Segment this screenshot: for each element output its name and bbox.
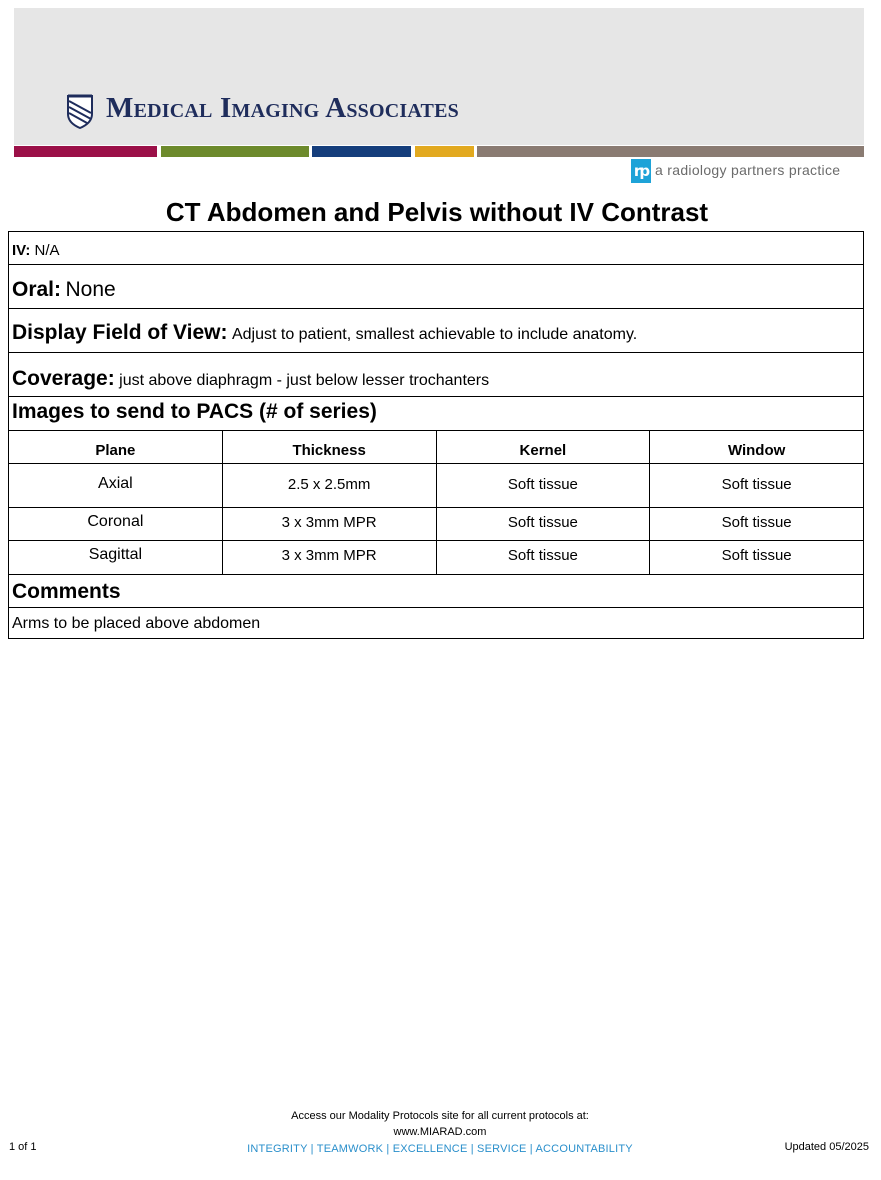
coverage-label: Coverage: xyxy=(12,367,115,390)
stripe-maroon xyxy=(14,146,157,157)
plane-cell: Sagittal xyxy=(9,541,223,574)
thickness-cell: 3 x 3mm MPR xyxy=(223,541,437,574)
document-title: CT Abdomen and Pelvis without IV Contrast xyxy=(165,197,709,227)
oral-row xyxy=(9,265,863,309)
footer-url-link[interactable]: www.MIARAD.com xyxy=(393,1126,487,1138)
radiology-partners-logo-icon: rp xyxy=(631,159,651,183)
coverage-value: just above diaphragm - just below lesser trochanters xyxy=(119,372,490,389)
images-heading-row xyxy=(9,397,863,431)
iv-label: IV: xyxy=(12,242,31,259)
stripe-taupe xyxy=(477,146,864,157)
window-cell: Soft tissue xyxy=(721,514,792,531)
comments-text: Arms to be placed above abdomen xyxy=(12,615,261,632)
coverage-row xyxy=(9,353,863,397)
kernel-cell: Soft tissue xyxy=(437,541,651,574)
table-row xyxy=(9,508,863,541)
window-cell: Soft tissue xyxy=(721,476,792,493)
window-cell: Soft tissue xyxy=(721,547,792,564)
column-header-kernel: Kernel xyxy=(437,431,651,463)
kernel-cell: Soft tissue xyxy=(437,464,651,507)
protocol-table xyxy=(8,231,864,639)
footer-values: INTEGRITY | TEAMWORK | EXCELLENCE | SERVICE | ACCOUNTABILITY xyxy=(247,1143,633,1155)
table-row xyxy=(9,464,863,508)
page-number: 1 of 1 xyxy=(9,1141,37,1153)
stripe-gold xyxy=(415,146,474,157)
footer-access-text: Access our Modality Protocols site for all current protocols at: xyxy=(291,1110,589,1122)
column-header-window: Window xyxy=(727,442,786,459)
dfov-value: Adjust to patient, smallest achievable to include anatomy. xyxy=(231,326,638,343)
series-header-row xyxy=(9,431,863,464)
plane-cell: Axial xyxy=(9,464,223,507)
column-header-thickness: Thickness xyxy=(223,431,437,463)
iv-value: N/A xyxy=(34,242,60,259)
dfov-label: Display Field of View: xyxy=(12,321,228,344)
kernel-cell: Soft tissue xyxy=(437,508,651,540)
shield-logo-icon xyxy=(67,93,93,129)
dfov-row xyxy=(9,309,863,353)
header-band xyxy=(14,8,864,145)
brand-name: Medical Imaging Associates xyxy=(106,92,459,124)
table-row xyxy=(9,541,863,574)
comments-heading: Comments xyxy=(12,580,121,603)
thickness-cell: 2.5 x 2.5mm xyxy=(223,464,437,507)
comments-text-row xyxy=(9,608,863,638)
images-heading: Images to send to PACS (# of series) xyxy=(12,400,377,423)
thickness-cell: 3 x 3mm MPR xyxy=(223,508,437,540)
comments-heading-row xyxy=(9,575,863,608)
updated-date: Updated 05/2025 xyxy=(784,1141,869,1153)
plane-cell: Coronal xyxy=(9,508,223,540)
oral-value: None xyxy=(65,278,116,301)
iv-row xyxy=(9,232,863,265)
stripe-navy xyxy=(312,146,411,157)
stripe-olive xyxy=(161,146,309,157)
practice-tagline: a radiology partners practice xyxy=(655,162,841,178)
oral-label: Oral: xyxy=(12,278,62,301)
column-header-plane: Plane xyxy=(9,431,223,463)
series-table xyxy=(9,431,863,575)
